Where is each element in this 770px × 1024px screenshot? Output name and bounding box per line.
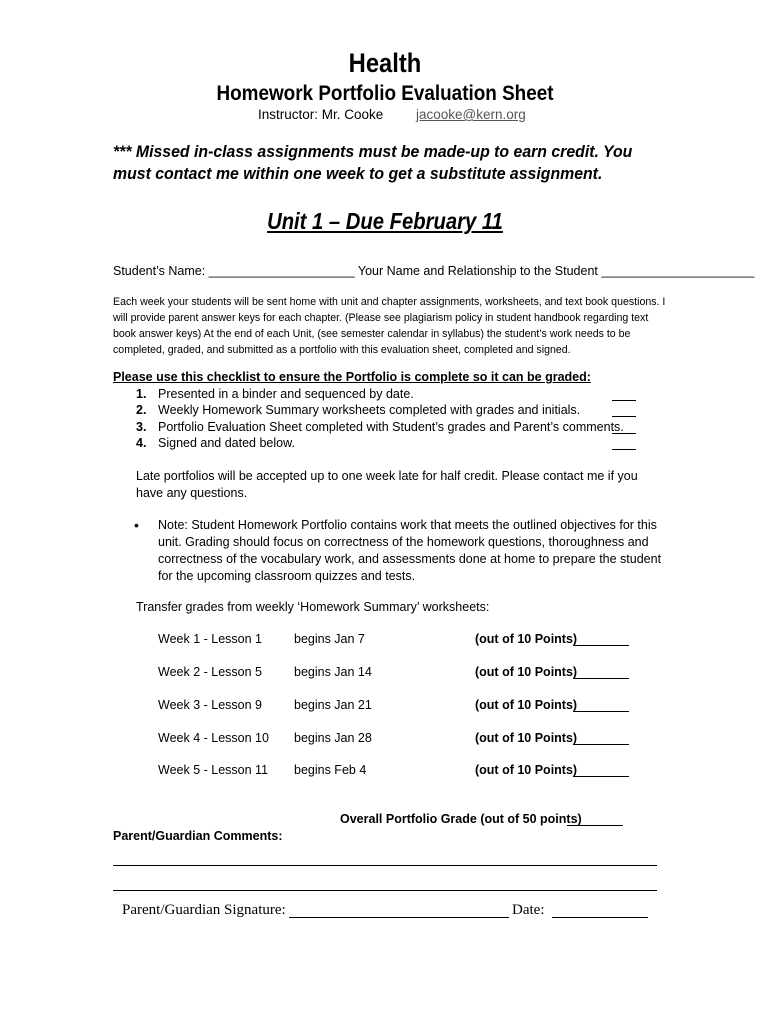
- checklist-blank[interactable]: [612, 416, 636, 417]
- intro-paragraph: Each week your students will be sent home with unit and chapter assignments, worksheets, and text book questions. I will provide parent answer keys for each chapter. (Please see plagiarism policy in student handbook regarding text book answer keys) At the end of each Unit, (see semester calendar in syllabus) the student’s work needs to be completed, graded, and submitted as a portfolio with this evaluation sheet, completed and signed.: [113, 296, 666, 356]
- week-grade-blank[interactable]: [573, 711, 629, 712]
- week-grade-blank[interactable]: [573, 678, 629, 679]
- week-grade-blank[interactable]: [573, 776, 629, 777]
- checklist-blank[interactable]: [612, 400, 636, 401]
- week-points-label: (out of 10 Points): [475, 665, 578, 679]
- week-grade-blank[interactable]: [573, 645, 629, 646]
- instructor-name: Instructor: Mr. Cooke: [258, 107, 384, 122]
- week-label: Week 3 - Lesson 9: [158, 698, 262, 712]
- overall-grade-blank[interactable]: [567, 825, 623, 826]
- week-points-label: (out of 10 Points): [475, 698, 578, 712]
- checklist-number: 2.: [136, 403, 147, 417]
- student-name-fields[interactable]: Student’s Name: _____________________ Your Name and Relationship to the Student ______________________: [113, 264, 755, 278]
- week-begin-date: begins Jan 28: [294, 731, 372, 745]
- checklist-text: Portfolio Evaluation Sheet completed with Student’s grades and Parent’s comments.: [158, 420, 624, 434]
- checklist-text: Presented in a binder and sequenced by date.: [158, 387, 414, 401]
- checklist-number: 4.: [136, 436, 147, 450]
- week-begin-date: begins Jan 14: [294, 665, 372, 679]
- missed-assignments-notice: *** Missed in-class assignments must be made-up to earn credit. You must contact me within one week to get a substitute assignment.: [113, 143, 633, 183]
- week-grade-blank[interactable]: [573, 744, 629, 745]
- checklist-blank[interactable]: [612, 433, 636, 434]
- parent-comments-label: Parent/Guardian Comments:: [113, 829, 283, 843]
- week-label: Week 2 - Lesson 5: [158, 665, 262, 679]
- signature-label: Parent/Guardian Signature:: [122, 902, 286, 918]
- instructor-email-link[interactable]: jacooke@kern.org: [416, 107, 526, 122]
- week-label: Week 5 - Lesson 11: [158, 763, 269, 777]
- overall-grade-label: Overall Portfolio Grade (out of 50 points): [340, 812, 582, 826]
- checklist-item: [136, 420, 624, 434]
- checklist-text: Signed and dated below.: [158, 436, 295, 450]
- week-begin-date: begins Jan 7: [294, 632, 365, 646]
- week-label: Week 4 - Lesson 10: [158, 731, 269, 745]
- comment-line[interactable]: [113, 865, 657, 866]
- date-line[interactable]: [552, 917, 648, 918]
- checklist-item: [136, 436, 295, 450]
- transfer-instructions: Transfer grades from weekly ‘Homework Summary’ worksheets:: [136, 600, 490, 614]
- checklist-number: 1.: [136, 387, 147, 401]
- week-label: Week 1 - Lesson 1: [158, 632, 262, 646]
- checklist-item: [136, 403, 580, 417]
- week-begin-date: begins Feb 4: [294, 763, 367, 777]
- comment-line[interactable]: [113, 890, 657, 891]
- week-points-label: (out of 10 Points): [475, 632, 578, 646]
- late-policy: Late portfolios will be accepted up to one week late for half credit. Please contact me if you have any questions.: [136, 469, 638, 500]
- week-points-label: (out of 10 Points): [475, 763, 578, 777]
- checklist-item: [136, 387, 414, 401]
- document-title: Health: [348, 48, 422, 78]
- unit-heading: Unit 1 – Due February 11: [267, 208, 503, 234]
- date-label: Date:: [512, 902, 545, 918]
- week-points-label: (out of 10 Points): [475, 731, 578, 745]
- document-subtitle: Homework Portfolio Evaluation Sheet: [216, 82, 554, 105]
- grading-note: Note: Student Homework Portfolio contains work that meets the outlined objectives for this unit. Grading should focus on correctness of the homework questions, thoroughness and correctness of the vocabulary work, and assessments done at home to prepare the student for the upcoming classroom quizzes and tests.: [158, 518, 662, 583]
- bullet-icon: •: [134, 517, 139, 533]
- checklist-number: 3.: [136, 420, 147, 434]
- checklist-text: Weekly Homework Summary worksheets completed with grades and initials.: [158, 403, 581, 417]
- week-begin-date: begins Jan 21: [294, 698, 372, 712]
- checklist-heading: Please use this checklist to ensure the Portfolio is complete so it can be graded:: [113, 370, 591, 384]
- checklist-blank[interactable]: [612, 449, 636, 450]
- signature-line[interactable]: [289, 917, 509, 918]
